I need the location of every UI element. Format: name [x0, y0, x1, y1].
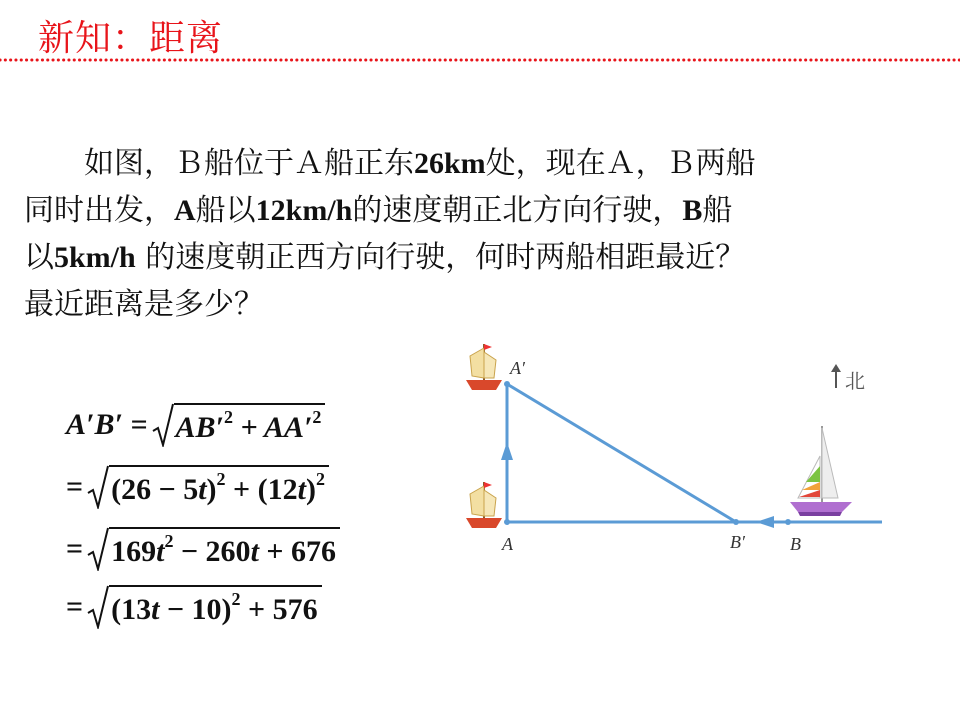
term: − 10) — [159, 593, 232, 626]
ship-a-label: A — [174, 194, 196, 227]
radicand — [109, 465, 329, 509]
distance-value: 26km — [414, 147, 486, 180]
term: ) — [206, 473, 217, 506]
equation-row-2 — [66, 462, 329, 512]
west-arrow-head — [756, 516, 774, 528]
term: + AA′ — [232, 411, 313, 444]
radicand — [109, 527, 340, 571]
sqrt — [87, 585, 322, 629]
equation-row-1 — [66, 400, 325, 450]
text-fragment: 的速度朝正北方向行驶， — [352, 193, 683, 228]
term: − 260 — [173, 535, 251, 568]
speed-a-value: 12km/h — [255, 194, 353, 227]
point-b-prime — [733, 519, 739, 525]
label-b: B — [790, 534, 801, 554]
hypotenuse — [507, 384, 736, 522]
label-a-prime: A′ — [510, 358, 525, 378]
point-a — [504, 519, 510, 525]
page-title: 新知：距离 — [38, 18, 224, 59]
junk-ship-icon — [466, 344, 502, 390]
north-label: 北 — [845, 369, 865, 393]
term: ) — [305, 473, 316, 506]
text-fragment: 船以 — [195, 193, 256, 228]
variable: t — [198, 473, 207, 506]
equation-row-3 — [66, 524, 340, 574]
text-fragment: 船 — [702, 193, 733, 228]
text-fragment: Ｂ两船 — [665, 146, 756, 181]
equation-row-4 — [66, 582, 322, 632]
radical-sign — [87, 585, 109, 629]
variable: t — [250, 535, 259, 568]
math-lhs: A′B′ = — [66, 408, 148, 441]
exponent: 2 — [231, 589, 241, 609]
exponent: 2 — [315, 469, 325, 489]
term: + 576 — [240, 593, 318, 626]
term: (13 — [111, 593, 152, 626]
speed-b-value: 5km/h — [54, 241, 136, 274]
term: (26 − 5 — [111, 473, 199, 506]
label-b-prime: B′ — [730, 532, 745, 552]
point-b — [785, 519, 791, 525]
dotted-divider — [0, 56, 960, 64]
text-fragment: 同时出发， — [24, 193, 174, 228]
exponent: 2 — [164, 531, 174, 551]
text-fragment: 处，现在Ａ， — [485, 146, 666, 181]
variable: t — [156, 535, 165, 568]
radical-sign — [87, 465, 109, 509]
north-arrow-tip-icon — [831, 364, 841, 372]
point-a-prime — [504, 381, 510, 387]
equals-sign: = — [66, 590, 84, 623]
text-fragment: Ｂ船位于Ａ船正东 — [174, 146, 414, 181]
term: 169 — [111, 535, 157, 568]
exponent: 2 — [312, 407, 322, 427]
text-fragment: 如图， — [84, 146, 174, 181]
equals-sign: = — [66, 532, 84, 565]
sqrt — [87, 527, 340, 571]
ships-diagram — [440, 338, 900, 568]
label-a: A — [502, 534, 513, 554]
radical-sign — [87, 527, 109, 571]
junk-ship-icon — [466, 482, 502, 528]
text-fragment: 最近距离是多少？ — [24, 287, 264, 322]
sailboat-icon — [790, 426, 852, 516]
problem-text — [24, 140, 924, 328]
variable: t — [151, 593, 160, 626]
ship-b-label: B — [682, 194, 703, 227]
equals-sign: = — [66, 470, 84, 503]
north-arrow-head — [501, 442, 513, 460]
sqrt — [87, 465, 329, 509]
sqrt — [152, 403, 326, 447]
radicand — [109, 585, 322, 629]
term: + 676 — [258, 535, 337, 568]
exponent: 2 — [216, 469, 226, 489]
text-fragment: 的速度朝正西方向行驶，何时两船相距最近？ — [135, 240, 746, 275]
term: + (12 — [225, 473, 298, 506]
term: AB′ — [175, 411, 224, 444]
variable: t — [297, 473, 306, 506]
radical-sign — [152, 403, 174, 447]
text-fragment: 以 — [24, 240, 54, 275]
exponent: 2 — [223, 407, 233, 427]
radicand — [174, 403, 326, 447]
